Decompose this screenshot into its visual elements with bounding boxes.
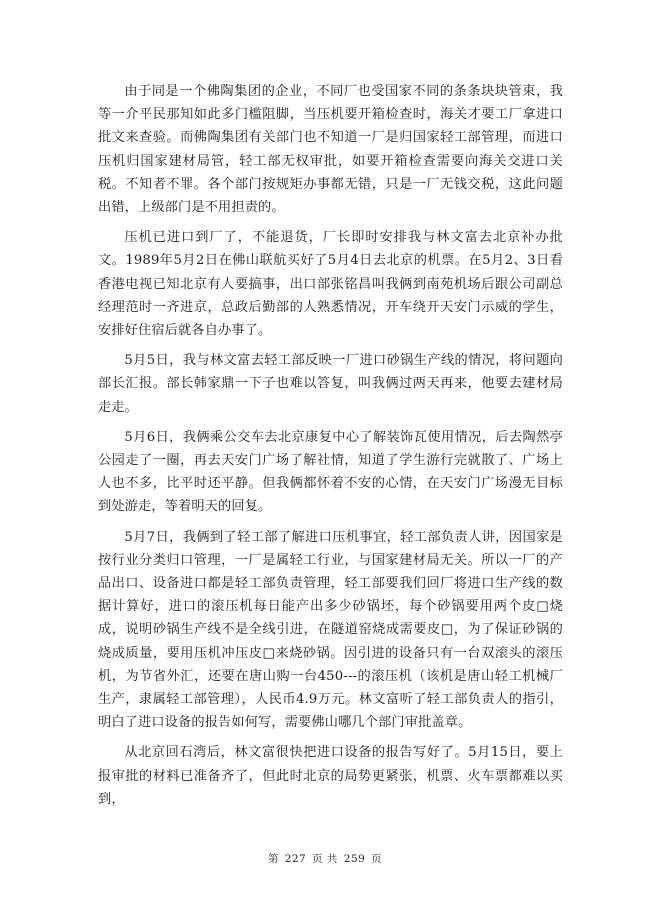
paragraph-1: 由于同是一个佛陶集团的企业，不同厂也受国家不同的条条块块管束，我等一介平民那知如此多门槛阻脚，当压机要开箱检查时，海关才要工厂拿进口批文来查验。而佛陶集团有关部门也不知道一厂是归国家轻工部管理，而进口压机归国家建材局管，轻工部无权审批，如要开箱检查需要向海关交进口关税。不知者不罪。各个部门按规矩办事都无错，只是一厂无钱交税，这此问题出错，上级部门是不用担责的。	[98, 84, 563, 216]
paragraph-6: 从北京回石湾后，林文富很快把进口设备的报告写好了。5月15日，要上报审批的材料已准备齐了，但此时北京的局势更紧张，机票、火车票都难以买到，	[98, 745, 563, 807]
paragraph-2: 压机已进口到厂了，不能退货，厂长即时安排我与林文富去北京补办批文。1989年5月2日在佛山联航买好了5月4日去北京的机票。在5月2、3日看香港电视已知北京有人要搞事，出口部张铭昌叫我俩到南苑机场后跟公司副总经理范时一齐进京，总政后勤部的人熟悉情况，开车绕开天安门示威的学生，安排好住宿后就各自办事了。	[98, 230, 563, 339]
footer-current-page: 227	[284, 853, 307, 865]
paragraph-5: 5月7日，我俩到了轻工部了解进口压机事宜，轻工部负责人讲，因国家是按行业分类归口管理，一厂是属轻工行业，与国家建材局无关。所以一厂的产品出口、设备进口都是轻工部负责管理，轻工部要我们回厂将进口生产线的数据计算好，进口的滚压机每日能产出多少砂锅坯，每个砂锅要用两个皮□烧成，说明砂锅生产线不是全线引进，在隧道窑烧成需要皮□，为了保证砂锅的烧成质量，要用压机冲压皮□来烧砂锅。因引进的设备只有一台双滚头的滚压机，为节省外汇，还要在唐山购一台450---的滚压机（该机是唐山轻工机械厂生产，隶属轻工部管理），人民币4.9万元。林文富听了轻工部负责人的指引，明白了进口设备的报告如何写，需要佛山哪几个部门审批盖章。	[98, 529, 563, 731]
footer-suffix: 页	[371, 853, 383, 865]
document-body	[98, 80, 563, 818]
paragraph-4: 5月6日，我俩乘公交车去北京康复中心了解装饰瓦使用情况，后去陶然亭公园走了一圈，再去天安门广场了解社情，知道了学生游行完就散了、广场上人也不多，比平时还平静。但我俩都怀着不安的心情，在天安门广场漫无目标到处游走，等着明天的回复。	[98, 429, 563, 515]
footer-prefix: 第	[267, 853, 279, 865]
paragraph-3: 5月5日，我与林文富去轻工部反映一厂进口砂锅生产线的情况，将问题向部长汇报。部长韩家鼎一下子也难以答复，叫我俩过两天再来，他要去建材局走走。	[98, 353, 563, 415]
footer-middle: 页 共	[312, 853, 338, 865]
page-footer	[0, 851, 650, 866]
footer-total-pages: 259	[343, 853, 366, 865]
